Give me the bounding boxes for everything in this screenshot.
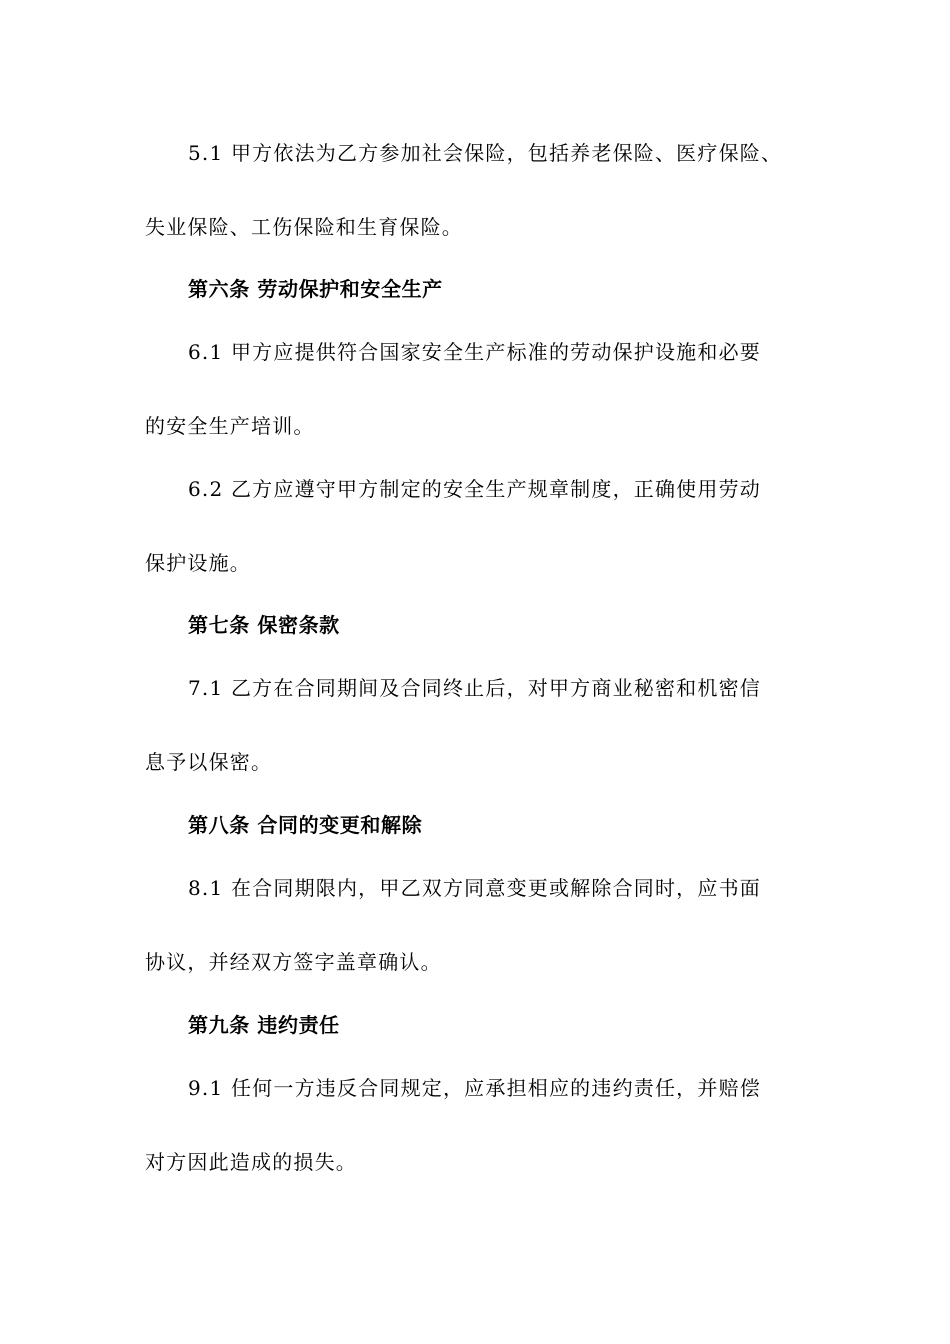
article-7-heading: 第七条 保密条款 <box>188 613 340 637</box>
clause-6-2-line-1: 6.2 乙方应遵守甲方制定的安全生产规章制度，正确使用劳动 <box>188 477 761 501</box>
clause-9-1-line-2: 对方因此造成的损失。 <box>145 1150 357 1174</box>
clause-8-1-line-1: 8.1 在合同期限内，甲乙双方同意变更或解除合同时，应书面 <box>188 876 761 900</box>
article-8-heading: 第八条 合同的变更和解除 <box>188 813 423 837</box>
clause-5-1-line-2: 失业保险、工伤保险和生育保险。 <box>145 215 463 239</box>
clause-6-1-line-1: 6.1 甲方应提供符合国家安全生产标准的劳动保护设施和必要 <box>188 340 761 364</box>
article-9-heading: 第九条 违约责任 <box>188 1013 340 1037</box>
clause-6-1-line-2: 的安全生产培训。 <box>145 414 315 438</box>
clause-6-2-line-2: 保护设施。 <box>145 551 251 575</box>
clause-8-1-line-2: 协议，并经双方签字盖章确认。 <box>145 950 442 974</box>
clause-7-1-line-2: 息予以保密。 <box>145 750 273 774</box>
article-6-heading: 第六条 劳动保护和安全生产 <box>188 277 443 301</box>
clause-7-1-line-1: 7.1 乙方在合同期间及合同终止后，对甲方商业秘密和机密信 <box>188 676 761 700</box>
clause-5-1-line-1: 5.1 甲方依法为乙方参加社会保险，包括养老保险、医疗保险、 <box>188 141 783 165</box>
clause-9-1-line-1: 9.1 任何一方违反合同规定，应承担相应的违约责任，并赔偿 <box>188 1076 761 1100</box>
